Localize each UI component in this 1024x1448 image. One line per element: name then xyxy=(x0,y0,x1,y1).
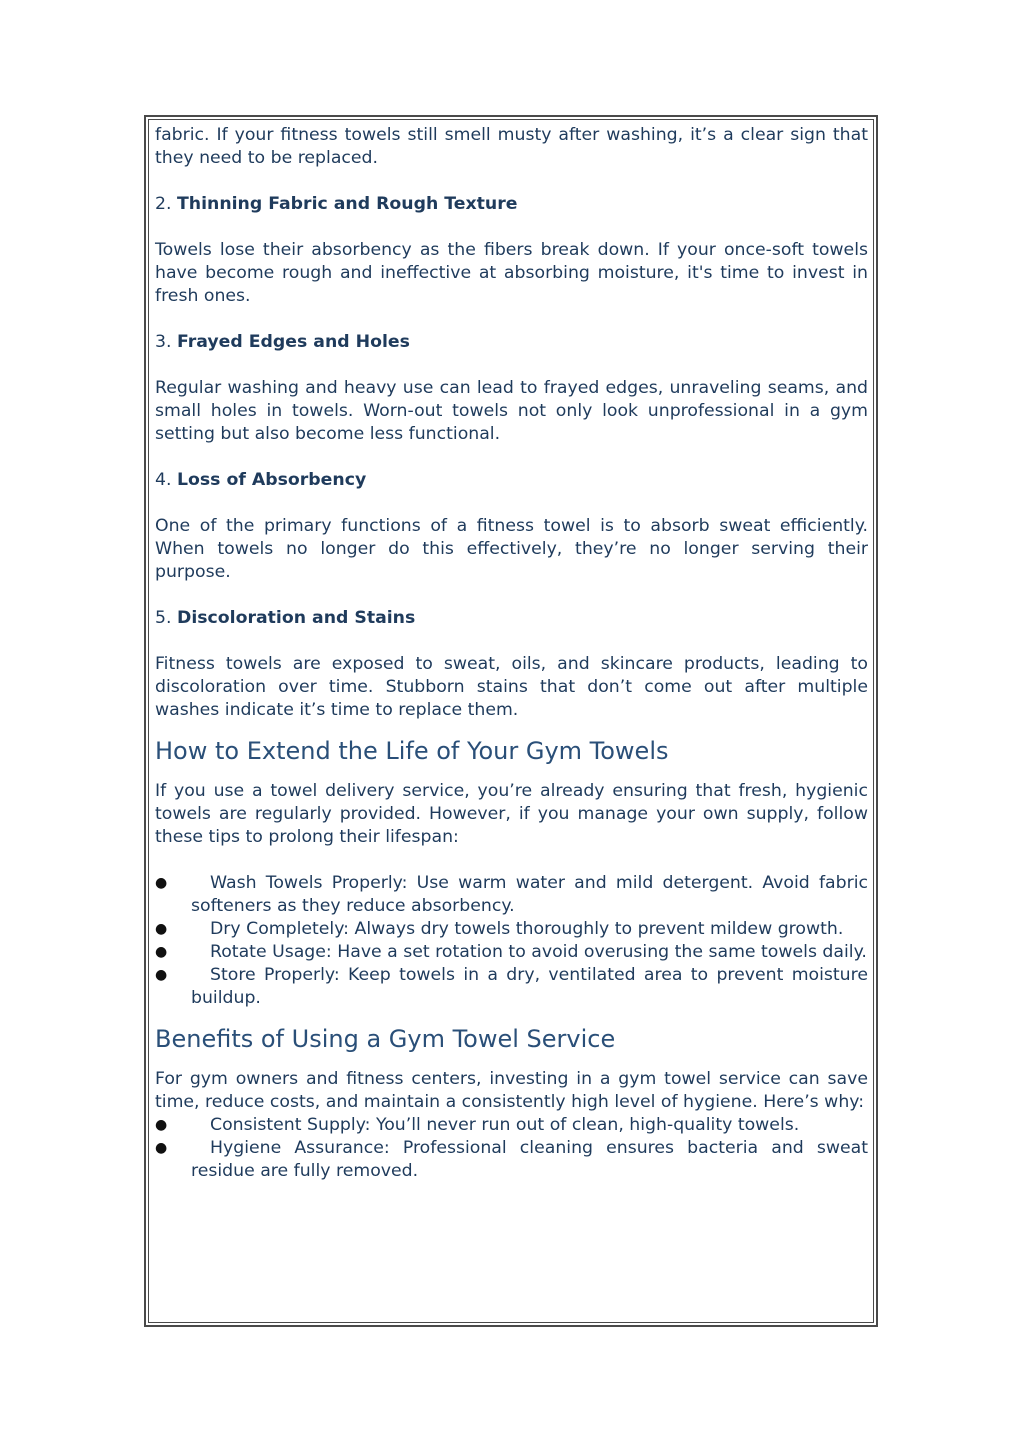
tip-text: Dry Completely: Always dry towels thoroughly to prevent mildew growth. xyxy=(210,919,844,939)
list-item xyxy=(155,941,868,964)
section-body-3: Regular washing and heavy use can lead to frayed edges, unraveling seams, and small holes in towels. Worn-out towels not only look unprofessional in a gym setting but also become less functional. xyxy=(155,378,868,444)
intro-tail-paragraph: fabric. If your fitness towels still smell musty after washing, it’s a clear sign that they need to be replaced. xyxy=(155,125,868,168)
section-body-2: Towels lose their absorbency as the fibers break down. If your once-soft towels have become rough and ineffective at absorbing moisture, it's time to invest in fresh ones. xyxy=(155,240,868,306)
bullet-icon: ● xyxy=(155,944,168,960)
section-body-4: One of the primary functions of a fitness towel is to absorb sweat efficiently. When towels no longer do this effectively, they’re no longer serving their purpose. xyxy=(155,516,868,582)
section-heading-5 xyxy=(155,607,868,630)
section-title: Frayed Edges and Holes xyxy=(177,332,410,352)
tips-list xyxy=(155,872,868,1010)
list-item xyxy=(155,1137,868,1183)
list-item xyxy=(155,872,868,918)
section-body-5: Fitness towels are exposed to sweat, oils, and skincare products, leading to discoloration over time. Stubborn stains that don’t come out after multiple washes indicate it’s time to replace them. xyxy=(155,654,868,720)
tip-text: Store Properly: Keep towels in a dry, ventilated area to prevent moisture buildup. xyxy=(191,965,868,1008)
section-heading-4 xyxy=(155,469,868,492)
bullet-icon: ● xyxy=(155,921,168,937)
section-title: Discoloration and Stains xyxy=(177,608,416,628)
benefit-text: Hygiene Assurance: Professional cleaning ensures bacteria and sweat residue are fully removed. xyxy=(191,1138,868,1181)
bullet-icon: ● xyxy=(155,1117,168,1133)
tip-text: Rotate Usage: Have a set rotation to avoid overusing the same towels daily. xyxy=(210,942,867,962)
benefits-heading: Benefits of Using a Gym Towel Service xyxy=(155,1025,616,1053)
section-number: 4. xyxy=(155,470,172,490)
tip-text: Wash Towels Properly: Use warm water and mild detergent. Avoid fabric softeners as they reduce absorbency. xyxy=(191,873,868,916)
section-title: Loss of Absorbency xyxy=(177,470,367,490)
benefits-intro: For gym owners and fitness centers, investing in a gym towel service can save time, reduce costs, and maintain a consistently high level of hygiene. Here’s why: xyxy=(155,1069,868,1112)
bullet-icon: ● xyxy=(155,967,168,983)
section-number: 2. xyxy=(155,194,172,214)
benefit-text: Consistent Supply: You’ll never run out of clean, high-quality towels. xyxy=(210,1115,800,1135)
extend-life-heading: How to Extend the Life of Your Gym Towels xyxy=(155,737,669,765)
benefits-list xyxy=(155,1114,868,1183)
section-number: 3. xyxy=(155,332,172,352)
document-body xyxy=(155,124,868,1183)
section-heading-2 xyxy=(155,193,868,216)
section-heading-3 xyxy=(155,331,868,354)
list-item xyxy=(155,1114,868,1137)
section-number: 5. xyxy=(155,608,172,628)
extend-life-intro: If you use a towel delivery service, you’re already ensuring that fresh, hygienic towels are regularly provided. However, if you manage your own supply, follow these tips to prolong their lifespan: xyxy=(155,781,868,847)
section-title: Thinning Fabric and Rough Texture xyxy=(177,194,518,214)
bullet-icon: ● xyxy=(155,1140,168,1156)
bullet-icon: ● xyxy=(155,875,168,891)
list-item xyxy=(155,918,868,941)
list-item xyxy=(155,964,868,1010)
